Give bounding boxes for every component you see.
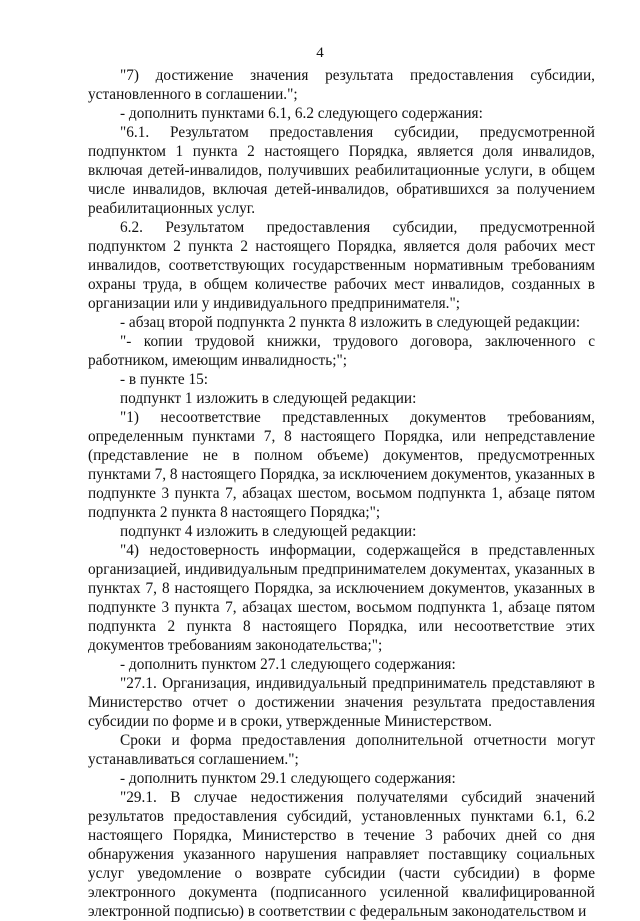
- paragraph: - в пункте 15:: [120, 371, 209, 388]
- paragraph: Сроки и форма предоставления дополнительной отчетности могут устанавливаться соглашением.";: [88, 732, 595, 768]
- paragraph: "7) достижение значения результата предоставления субсидии, установленного в соглашении.";: [88, 67, 595, 103]
- paragraph: "27.1. Организация, индивидуальный предприниматель представляют в Министерство отчет о достижении значения результата предоставления субсидии по форме и в сроки, утвержденные Министерством.: [88, 675, 595, 730]
- paragraph: "6.1. Результатом предоставления субсидии, предусмотренной подпунктом 1 пункта 2 настоящего Порядка, является доля инвалидов, включая детей-инвалидов, получивших реабилитационные услуги, в общем числе инвалидов, включая детей-инвалидов, обратившихся за получением реабилитационных услуг.: [88, 124, 595, 217]
- paragraph: подпункт 4 изложить в следующей редакции:: [120, 523, 417, 540]
- paragraph: "1) несоответствие представленных документов требованиям, определенным пунктами 7, 8 настоящего Порядка, или непредставление (представление не в полном объеме) документов, предусмотренных пунктами 7, 8 настоящего Порядка, за исключением документов, указанных в подпункте 3 пункта 7, абзацах шестом, восьмом подпункта 1, абзаце пятом подпункта 2 пункта 8 настоящего Порядка;";: [88, 409, 596, 521]
- paragraph: "29.1. В случае недостижения получателями субсидий значений результатов предоставления субсидий, установленных пунктами 6.1, 6.2 настоящего Порядка, Министерство в течение 3 рабочих дней со дня обнаружения указанного нарушения направляет поставщику социальных услуг уведомление о возврате субсидии (части субсидии) в форме электронного документа (подписанного усиленной квалифицированной электронной подписью) в соответствии с федеральным законодательством и: [88, 789, 595, 920]
- page-number: 4: [316, 45, 324, 61]
- paragraph: - дополнить пунктом 27.1 следующего содержания:: [120, 656, 456, 673]
- document-body: [88, 66, 595, 921]
- paragraph: - дополнить пунктами 6.1, 6.2 следующего содержания:: [120, 105, 483, 122]
- paragraph: подпункт 1 изложить в следующей редакции:: [120, 390, 417, 407]
- paragraph: - дополнить пунктом 29.1 следующего содержания:: [120, 770, 456, 787]
- paragraph: "4) недостоверность информации, содержащейся в представленных организацией, индивидуальным предпринимателем документах, указанных в пунктах 7, 8 настоящего Порядка, за исключением документов, указанных в подпункте 3 пункта 7, абзацах шестом, восьмом подпункта 1, абзаце пятом подпункта 2 пункта 8 настоящего Порядка, или несоответствие этих документов требованиям законодательства;";: [88, 542, 595, 654]
- paragraph: 6.2. Результатом предоставления субсидии, предусмотренной подпунктом 2 пункта 2 настоящего Порядка, является доля рабочих мест инвалидов, соответствующих государственным нормативным требованиям охраны труда, в общем количестве рабочих мест инвалидов, созданных в организации или у индивидуального предпринимателя.";: [88, 219, 595, 312]
- paragraph: - абзац второй подпункта 2 пункта 8 изложить в следующей редакции:: [120, 314, 581, 331]
- paragraph: "- копии трудовой книжки, трудового договора, заключенного с работником, имеющим инвалидность;";: [88, 333, 595, 369]
